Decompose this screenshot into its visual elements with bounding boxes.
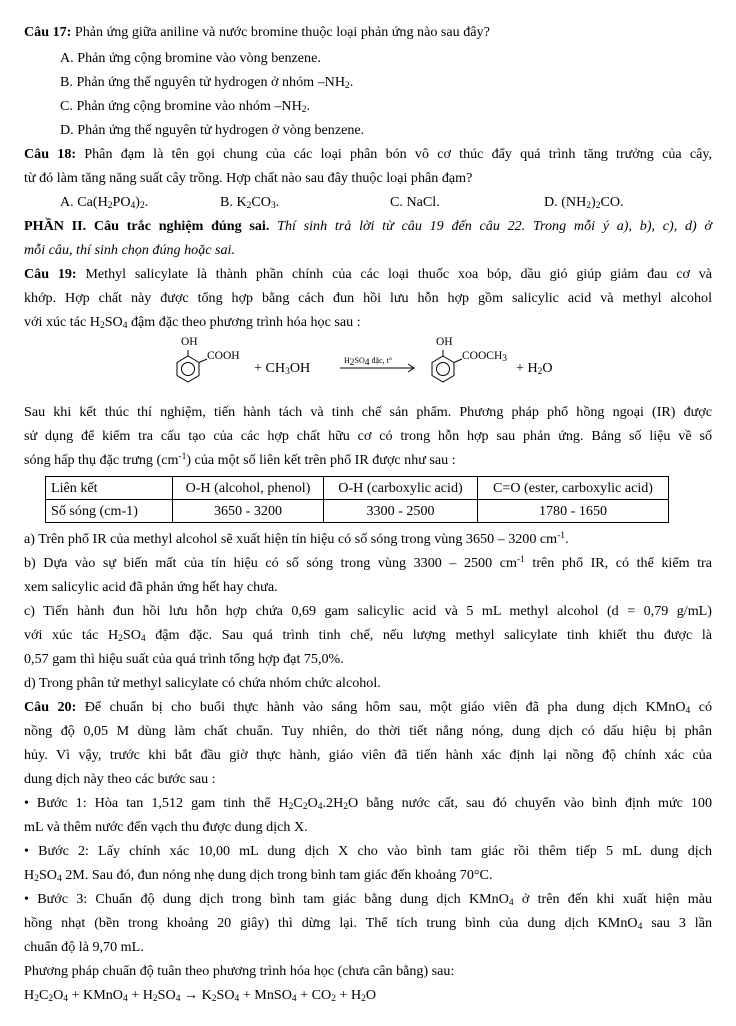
q20-step1-line1 [24, 795, 712, 812]
text-part: C [293, 795, 303, 811]
table-row [46, 500, 669, 523]
option-letter: A. [60, 194, 74, 210]
methanol-formula [254, 360, 310, 377]
formula-part: + H [516, 360, 538, 376]
subscript: 2 [302, 802, 308, 812]
option-text-end: . [306, 98, 311, 114]
subscript: 2 [343, 802, 349, 812]
part2-instructions-line2: mỗi câu, thí sinh chọn đúng hoặc sai. [24, 242, 236, 258]
q19-statement-b-line1 [24, 555, 712, 572]
text-part: SO [104, 314, 123, 330]
subscript: 4 [175, 994, 181, 1004]
text-part: ) của một số liên kết trên phổ IR được như sau : [186, 452, 456, 468]
q18-label: Câu 18: [24, 146, 77, 162]
option-text: Phản ứng thế nguyên tử hydrogen ở nhóm –NH [76, 74, 346, 90]
subscript: 2 [152, 994, 158, 1004]
formula-part: PO [112, 194, 131, 210]
part2-instructions: Thí sinh trả lời từ câu 19 đến câu 22. Trong mỗi ý a), b), c), d) ở [277, 218, 712, 234]
subscript: 2 [586, 201, 592, 211]
table-cell: 3300 - 2500 [324, 500, 478, 523]
subscript: 4 [234, 994, 240, 1004]
formula-part: ) [591, 194, 596, 210]
q19-statement-d: d) Trong phân tử methyl salicylate có chứa nhóm chức alcohol. [24, 675, 381, 691]
hydroxyl-label: OH [436, 336, 453, 348]
text-part: sau 3 lần [642, 915, 713, 931]
text-part: Để chuẩn bị cho buổi thực hành vào sáng hôm sau, một giáo viên đã pha dung dịch KMnO [84, 699, 686, 715]
subscript: 2 [99, 321, 105, 331]
formula-part: COOCH [462, 350, 503, 362]
text-part: sóng hấp thụ đặc trưng (cm [24, 452, 179, 468]
table-header-cell: O-H (alcohol, phenol) [173, 477, 324, 500]
q19-para-line2: sử dụng để kiểm tra cấu tạo của các hợp chất hữu cơ có trong hỗn hợp sau phản ứng. Bảng số liệu về số [24, 428, 712, 444]
q20-step2-line1: • Bước 2: Lấy chính xác 10,00 mL dung dịch X cho vào bình tam giác rồi thêm tiếp 5 mL dung dịch [24, 843, 712, 859]
subscript: 4 [685, 706, 691, 716]
q19-stem-line1 [24, 266, 712, 283]
q20-stem-line3: hủy. Vì vậy, trước khi bắt đầu giờ thực hành, giáo viên đã tiến hành xác định lại nồng độ chính xác của [24, 747, 712, 763]
subscript: 4 [637, 922, 643, 932]
q17-option-b [60, 74, 712, 91]
table-header-row [46, 477, 669, 500]
condition-part: SO [354, 356, 365, 365]
formula-part: + H [335, 987, 362, 1003]
formula-part: . [275, 194, 280, 210]
text-part: trên phổ IR, có thể kiểm tra [524, 555, 712, 571]
subscript: 4 [56, 874, 62, 884]
formula-part: CO [251, 194, 271, 210]
reaction-conditions [344, 356, 393, 368]
subscript: 3 [271, 201, 276, 211]
q17-option-c [60, 98, 712, 115]
q17-option-a [60, 50, 712, 67]
text-part: H [24, 867, 35, 883]
text-part: O [307, 795, 318, 811]
table-header-cell: O-H (carboxylic acid) [324, 477, 478, 500]
formula-part: . [144, 194, 149, 210]
option-letter: C. [390, 194, 403, 210]
subscript: 2 [595, 201, 601, 211]
q17-text: Phản ứng giữa aniline và nước bromine thuộc loại phản ứng nào sau đây? [74, 24, 490, 40]
text-part: có [690, 699, 713, 715]
option-letter: D. [544, 194, 558, 210]
subscript: 4 [508, 898, 514, 908]
q19-statement-a [24, 531, 712, 548]
subscript: 2 [118, 634, 123, 644]
condition-part: H [344, 356, 350, 365]
formula-part: → K [180, 987, 212, 1003]
subscript: 2 [288, 802, 294, 812]
formula-part: SO [216, 987, 235, 1003]
methyl-salicylate-ring [432, 350, 462, 382]
formula-part: O [542, 360, 553, 376]
option-letter: A. [60, 50, 74, 66]
ester-label [462, 350, 507, 362]
option-letter: B. [60, 74, 73, 90]
option-letter: B. [220, 194, 233, 210]
option-text: Phản ứng cộng bromine vào nhóm –NH [76, 98, 302, 114]
formula-part: + MnSO [239, 987, 292, 1003]
q19-statement-c-line3: 0,57 gam thì hiệu suất của quá trình tổng hợp đạt 75,0%. [24, 651, 344, 667]
formula-part: H [24, 987, 35, 1003]
q20-step1-line2: mL và thêm nước đến vạch thu được dung dịch X. [24, 819, 308, 835]
option-text: Phản ứng thế nguyên tử hydrogen ở vòng benzene. [77, 122, 365, 138]
superscript: -1 [516, 555, 525, 565]
text-part: ở trên đến khi xuất hiện màu [513, 891, 713, 907]
q19-statement-b-line2: xem salicylic acid đã phản ứng hết hay chưa. [24, 579, 278, 595]
q20-step2-line2 [24, 867, 712, 884]
table-cell: Số sóng (cm-1) [46, 500, 173, 523]
superscript: -1 [557, 531, 566, 541]
subscript: 4 [291, 994, 297, 1004]
q17-option-d [60, 122, 712, 139]
formula-part: O [365, 987, 377, 1003]
formula-part: CO. [600, 194, 624, 210]
q18-option-b [220, 194, 279, 211]
condition-part: đặc, t° [369, 356, 393, 365]
subscript: 2 [331, 994, 336, 1004]
subscript: 2 [345, 81, 350, 91]
q18-stem-line2: từ đó làm tăng năng suất cây trồng. Hợp chất nào sau đây thuộc loại phân đạm? [24, 170, 473, 186]
subscript: 2 [107, 201, 113, 211]
cooh-label: COOH [207, 350, 240, 362]
part2-heading-line [24, 218, 712, 235]
table-header-cell: Liên kết [46, 477, 173, 500]
text-part: . [565, 531, 569, 547]
q19-statement-c-line1: c) Tiến hành đun hồi lưu hỗn hợp chứa 0,69 gam salicylic acid và 5 mL methyl alcohol (d = 0,79 g/mL) [24, 603, 712, 619]
text-part: đậm đặc theo phương trình hóa học sau : [127, 314, 361, 330]
q18-option-d [544, 194, 624, 211]
option-text: Phản ứng cộng bromine vào vòng benzene. [77, 50, 321, 66]
q18-options [24, 194, 712, 211]
q18-option-a [60, 194, 148, 211]
text-part: với xúc tác H [24, 627, 119, 643]
subscript: 3 [285, 367, 290, 377]
q19-para-line3 [24, 452, 712, 469]
subscript: 2 [361, 994, 366, 1004]
formula-part: SO [157, 987, 176, 1003]
subscript: 4 [364, 358, 370, 368]
text-part: hồng nhạt (bền trong khoảng 20 giây) thì dừng lại. Thể tích trung bình của dung dịch KMnO [24, 915, 638, 931]
subscript: 4 [130, 201, 136, 211]
q20-step3-line2 [24, 915, 712, 932]
subscript: 2 [537, 367, 543, 377]
subscript: 2 [301, 105, 307, 115]
text-part: .2H [322, 795, 344, 811]
salicylic-acid-ring [177, 350, 207, 382]
text-part: đậm đặc. Sau quá trình tinh chế, nếu lượng methyl salicylate tinh khiết thu được là [145, 627, 712, 643]
subscript: 2 [349, 358, 355, 368]
q20-step3-line1 [24, 891, 712, 908]
option-letter: D. [60, 122, 74, 138]
text-part: • Bước 1: Hòa tan 1,512 gam tinh thể H [24, 795, 289, 811]
subscript: 2 [140, 201, 145, 211]
formula-part: + CH [254, 360, 286, 376]
text-part: a) Trên phổ IR của methyl alcohol sẽ xuất hiện tín hiệu có số sóng trong vùng 3650 – 3200 cm [24, 531, 558, 547]
q19-equation [0, 334, 736, 390]
q20-stem-line2: nồng độ 0,05 M dùng làm chất chuẩn. Tuy nhiên, do thời tiết nắng nóng, dung dịch có dấu hiệu bị phân [24, 723, 712, 739]
q19-para-line1: Sau khi kết thúc thí nghiệm, tiến hành tách và tinh chế sản phẩm. Phương pháp phổ hồng ngoại (IR) được [24, 404, 712, 420]
q19-stem-line3 [24, 314, 712, 331]
table-header-cell: C=O (ester, carboxylic acid) [478, 477, 669, 500]
subscript: 4 [122, 321, 128, 331]
formula-part: ) [135, 194, 140, 210]
subscript: 3 [502, 354, 508, 364]
formula-part: + H [127, 987, 153, 1003]
subscript: 2 [34, 994, 39, 1004]
water-formula [516, 360, 553, 377]
text-part: với xúc tác H [24, 314, 100, 330]
ir-table [45, 476, 669, 523]
subscript: 2 [246, 201, 252, 211]
q20-stem-line1 [24, 699, 712, 716]
formula-part: (NH [561, 194, 587, 210]
q19-label: Câu 19: [24, 266, 77, 282]
table-cell: 1780 - 1650 [478, 500, 669, 523]
text-part: SO [38, 867, 57, 883]
formula-part: C [38, 987, 49, 1003]
q20-stem-line4: dung dịch này theo các bước sau : [24, 771, 216, 787]
text-part: SO [122, 627, 141, 643]
formula-part: + CO [296, 987, 332, 1003]
q17-stem [24, 24, 712, 41]
subscript: 4 [317, 802, 323, 812]
q20-step3-line3: chuẩn độ là 9,70 mL. [24, 939, 144, 955]
subscript: 4 [63, 994, 69, 1004]
text-part: O bằng nước cất, sau đó chuyển vào bình định mức 100 [348, 795, 712, 811]
q19-text: Methyl salicylate là thành phần chính của các loại thuốc xoa bóp, dầu gió giúp giảm đau cơ và [85, 266, 713, 282]
formula-part: + KMnO [68, 987, 123, 1003]
subscript: 2 [34, 874, 39, 884]
subscript: 4 [140, 634, 146, 644]
subscript: 2 [211, 994, 217, 1004]
q20-reaction [24, 987, 712, 1004]
option-text-end: . [349, 74, 354, 90]
subscript: 4 [122, 994, 128, 1004]
formula-part: K [236, 194, 247, 210]
subscript: 2 [48, 994, 54, 1004]
text-part: 2M. Sau đó, đun nóng nhẹ dung dịch trong bình tam giác đến khoảng 70°C. [61, 867, 493, 883]
text-part: • Bước 3: Chuẩn độ dung dịch trong bình tam giác bằng dung dịch KMnO [24, 891, 509, 907]
q18-stem-line1 [24, 146, 712, 163]
formula-part: Ca(H [77, 194, 108, 210]
q20-method: Phương pháp chuẩn độ tuân theo phương trình hóa học (chưa cân bằng) sau: [24, 963, 455, 979]
q19-stem-line2: khớp. Hợp chất này được tổng hợp bằng cách đun hồi lưu hỗn hợp gồm salicylic acid và methyl alcohol [24, 290, 712, 306]
table-cell: 3650 - 3200 [173, 500, 324, 523]
text-part: b) Dựa vào sự biến mất của tín hiệu có số sóng trong vùng 3300 – 2500 cm [24, 555, 517, 571]
hydroxyl-label: OH [181, 336, 198, 348]
option-text: NaCl. [406, 194, 440, 210]
formula-part: OH [289, 360, 311, 376]
superscript: -1 [178, 452, 187, 462]
q20-label: Câu 20: [24, 699, 77, 715]
option-letter: C. [60, 98, 73, 114]
q18-text: Phân đạm là tên gọi chung của các loại phân bón vô cơ thúc đẩy quá trình tăng trưởng của cây, [84, 146, 712, 162]
formula-part: O [53, 987, 64, 1003]
q19-statement-c-line2 [24, 627, 712, 644]
q18-option-c [390, 194, 440, 211]
q17-label: Câu 17: [24, 24, 72, 40]
part2-heading: PHẦN II. Câu trắc nghiệm đúng sai. [24, 218, 270, 234]
